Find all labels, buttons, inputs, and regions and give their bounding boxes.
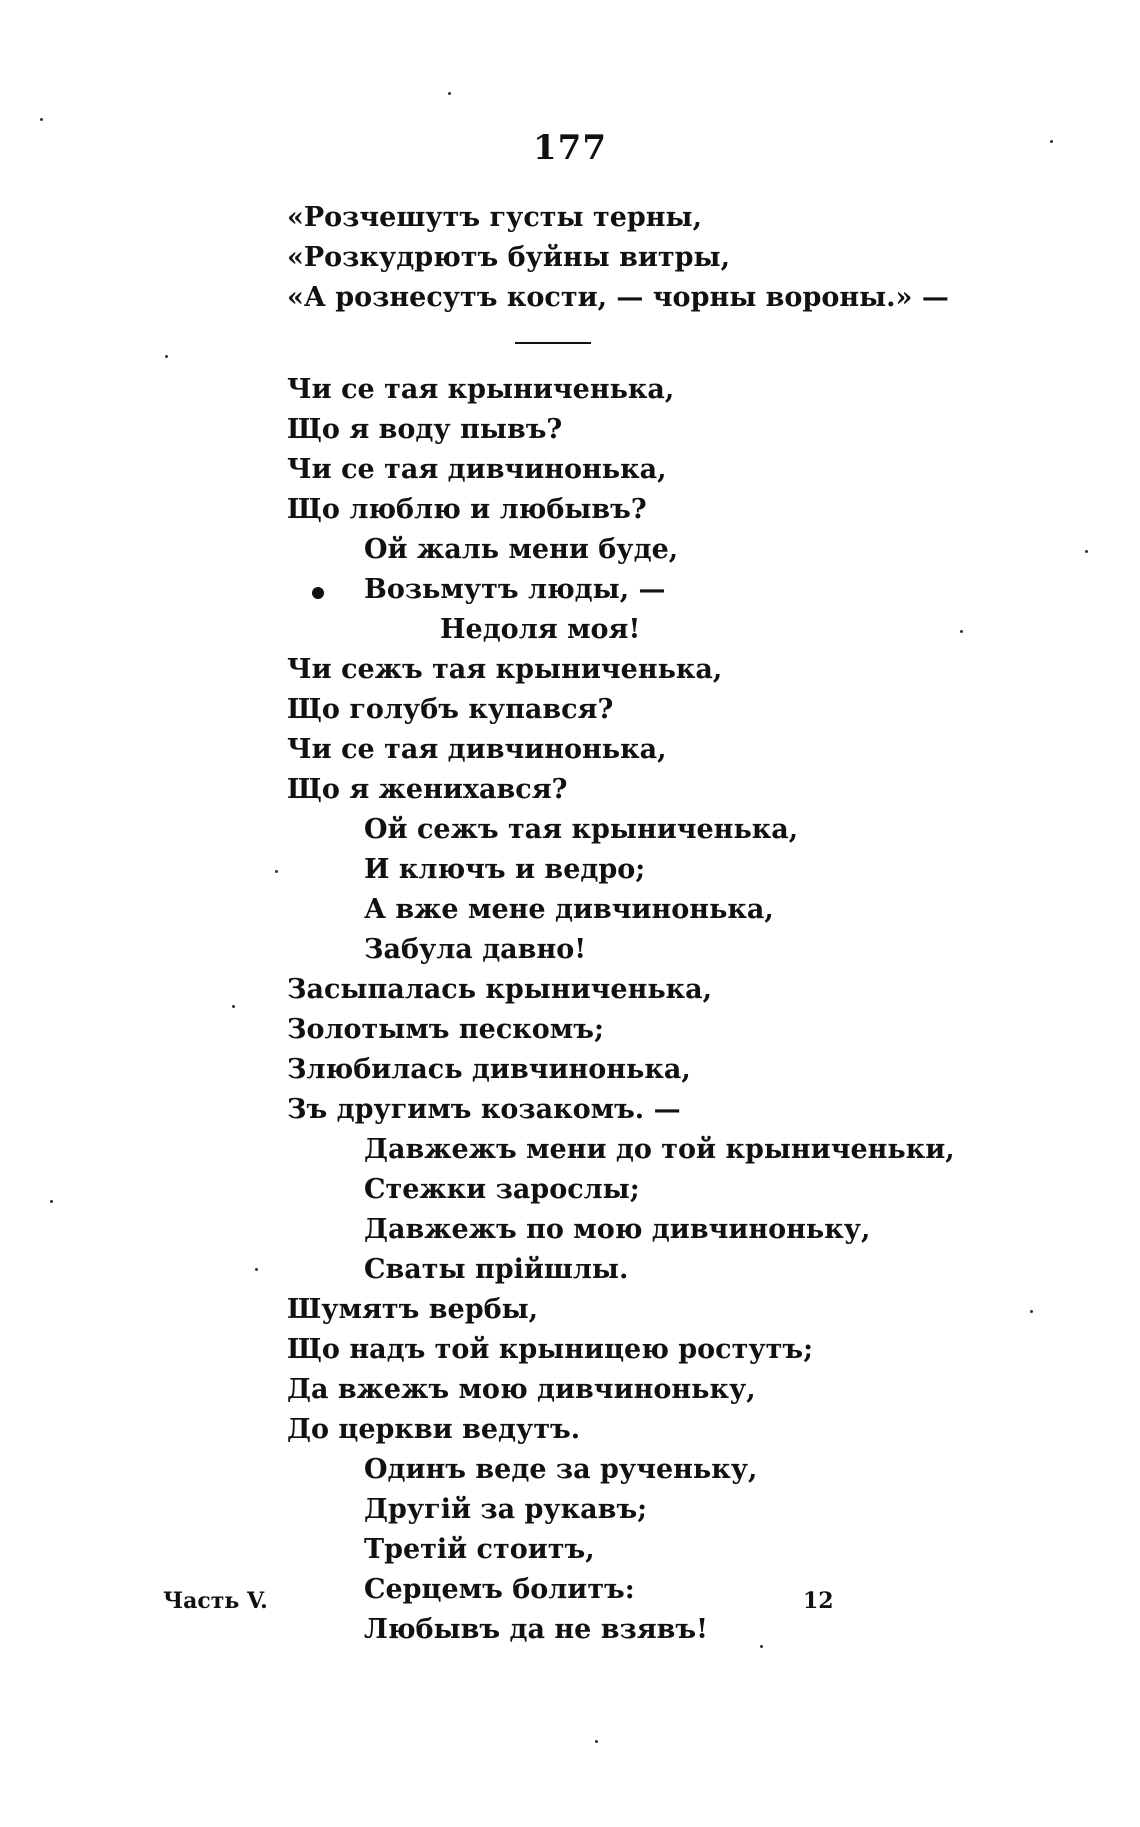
scan-speck <box>1030 1310 1033 1313</box>
poem-line: Шумятъ вербы, <box>287 1294 539 1325</box>
poem-line: Засыпалась крыниченька, <box>287 974 713 1005</box>
scan-speck <box>1085 550 1088 553</box>
poem-line: Чи се тая дивчинонька, <box>287 454 667 485</box>
poem-line: Що голубъ купався? <box>287 694 614 725</box>
scan-speck <box>275 870 278 873</box>
poem-line: Возьмутъ люды, — <box>364 574 666 605</box>
scan-speck <box>40 118 43 121</box>
poem-line: Третій стоитъ, <box>364 1534 595 1565</box>
poem-line: Забула давно! <box>364 934 587 965</box>
scan-speck <box>165 355 168 358</box>
ink-blot <box>312 587 324 599</box>
poem-line: До церкви ведутъ. <box>287 1414 581 1445</box>
poem-line: Сваты прійшлы. <box>364 1254 629 1285</box>
poem-line: Стежки зарослы; <box>364 1174 640 1205</box>
poem-line: Що я женихався? <box>287 774 568 805</box>
poem-line: «А рознесутъ кости, — чорны вороны.» — <box>287 282 949 313</box>
poem-line: А вже мене дивчинонька, <box>364 894 774 925</box>
poem-line: Злюбилась дивчинонька, <box>287 1054 691 1085</box>
scan-speck <box>50 1200 53 1203</box>
scan-speck <box>960 630 963 633</box>
poem-line: Ой жаль мени буде, <box>364 534 679 565</box>
poem-line: Любывъ да не взявъ! <box>364 1614 708 1645</box>
poem-line: И ключъ и ведро; <box>364 854 646 885</box>
sheet-number: 12 <box>803 1588 834 1614</box>
poem-line: Давжежъ мени до той крыниченьки, <box>364 1134 955 1165</box>
poem-line: Що надъ той крыницею ростутъ; <box>287 1334 814 1365</box>
scan-speck <box>595 1740 598 1743</box>
poem-line: Ой сежъ тая крыниченька, <box>364 814 799 845</box>
divider-rule <box>515 342 591 344</box>
poem-line: Серцемъ болитъ: <box>364 1574 635 1605</box>
poem-line: Золотымъ пескомъ; <box>287 1014 604 1045</box>
poem-line: Другій за рукавъ; <box>364 1494 648 1525</box>
poem-line: Давжежъ по мою дивчиноньку, <box>364 1214 871 1245</box>
poem-line: Що люблю и любывъ? <box>287 494 647 525</box>
section-divider <box>287 318 987 370</box>
poem-text <box>287 198 987 1650</box>
poem-line: Чи се тая дивчинонька, <box>287 734 667 765</box>
poem-line: Чи се тая крыниченька, <box>287 374 675 405</box>
poem-line: Одинъ веде за рученьку, <box>364 1454 758 1485</box>
poem-line: Що я воду пывъ? <box>287 414 563 445</box>
poem-line: Зъ другимъ козакомъ. — <box>287 1094 681 1125</box>
scan-speck <box>255 1268 258 1271</box>
poem-line: «Розчешутъ густы терны, <box>287 202 702 233</box>
page-number: 177 <box>533 128 607 168</box>
scan-speck <box>232 1005 235 1008</box>
signature-mark: Часть V. <box>163 1588 268 1614</box>
scan-speck <box>760 1645 763 1648</box>
scan-speck <box>448 92 451 95</box>
poem-line: Недоля моя! <box>440 614 641 645</box>
poem-line: Чи сежъ тая крыниченька, <box>287 654 723 685</box>
scan-speck <box>1050 140 1053 143</box>
poem-line: Да вжежъ мою дивчиноньку, <box>287 1374 756 1405</box>
poem-line: «Розкудрютъ буйны витры, <box>287 242 731 273</box>
